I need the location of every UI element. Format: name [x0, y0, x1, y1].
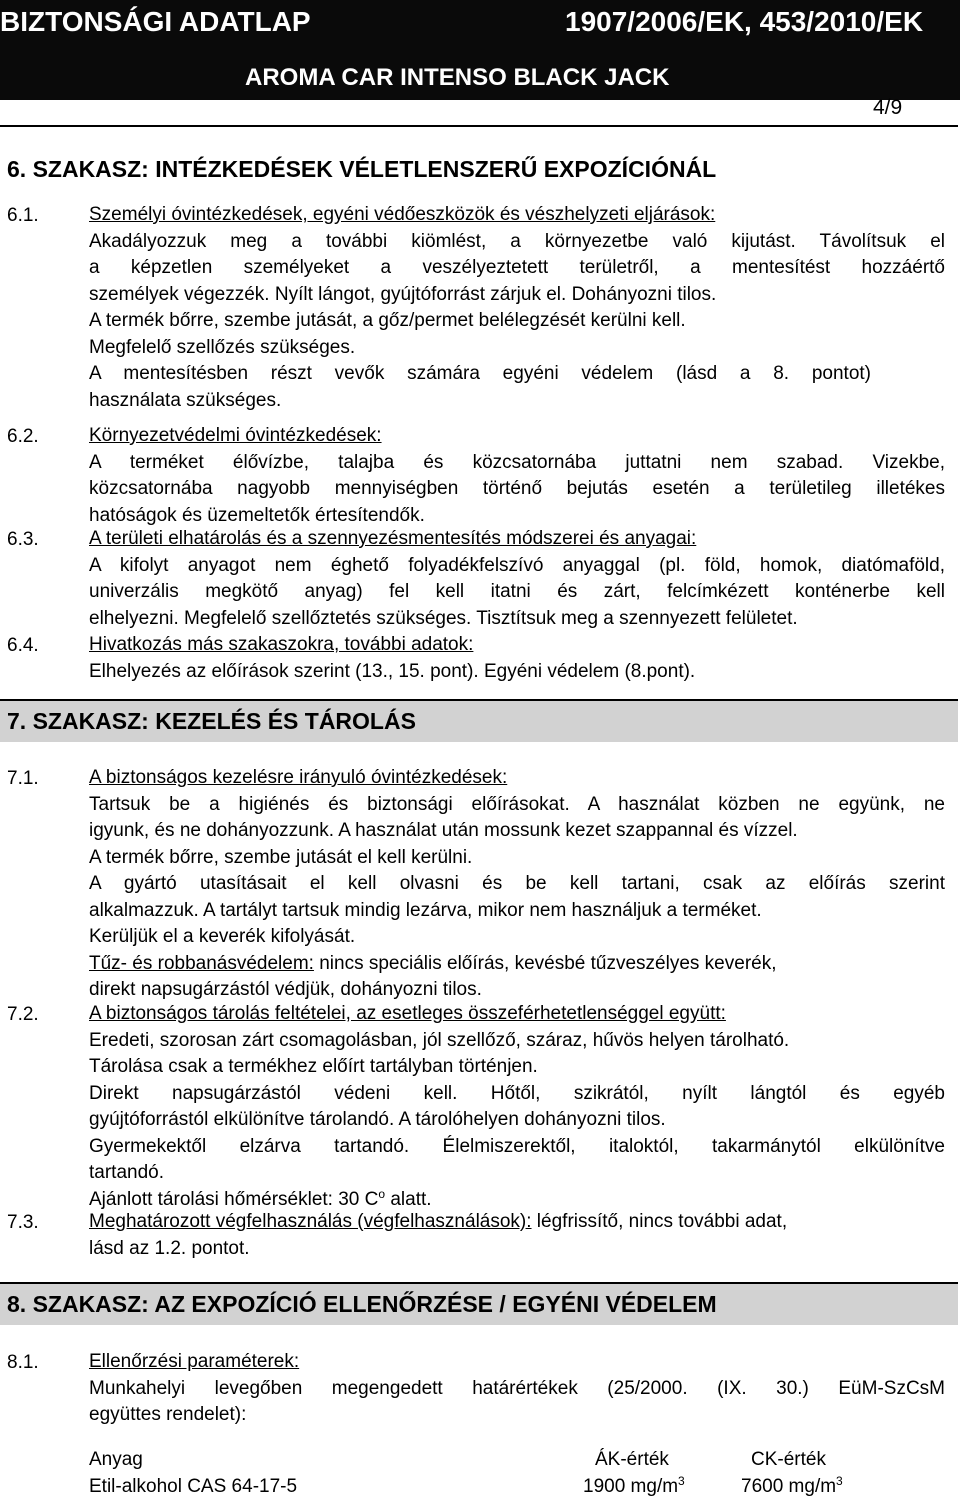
section-7-2-body: [89, 1001, 945, 1213]
text-line: a képzetlen személyeket a veszélyeztetett területről, a mentesítést hozzáértő: [89, 257, 945, 278]
page-number: 4/9: [873, 96, 903, 119]
text-line: Gyermekektől elzárva tartandó. Élelmiszerektől, italoktól, takarmánytól elkülönítve: [89, 1135, 945, 1157]
text-line: igyunk, és ne dohányozzunk. A használat után mossunk kezet szappannal és vízzel.: [89, 820, 798, 841]
section-6-1-body: [89, 202, 945, 414]
table-cell-substance: Etil-alkohol CAS 64-17-5: [89, 1476, 298, 1497]
section-6-2-body: [89, 423, 945, 529]
section-7-title: 7. SZAKASZ: KEZELÉS ÉS TÁROLÁS: [7, 708, 416, 734]
text-line: Megfelelő szellőzés szükséges.: [89, 336, 356, 358]
section-7-2-heading: A biztonságos tárolás feltételei, az esetleges összeférhetetlenséggel együtt:: [89, 1003, 726, 1024]
text-line: Tárolása csak a termékhez előírt tartályban történjen.: [89, 1056, 538, 1077]
text-line: lásd az 1.2. pontot.: [89, 1237, 250, 1259]
section-7-1-heading: A biztonságos kezelésre irányuló óvintézkedések:: [89, 767, 508, 788]
table-header-substance: Anyag: [89, 1449, 143, 1470]
section-7-2-number: 7.2.: [7, 1004, 39, 1025]
text-line: A kifolyt anyagot nem éghető folyadékfelszívó anyaggal (pl. föld, homok, diatómaföld,: [89, 554, 945, 576]
document-title: BIZTONSÁGI ADATLAP: [0, 6, 311, 37]
section-7-3-heading: Meghatározott végfelhasználás (végfelhasználások):: [89, 1211, 532, 1232]
text-line: A gyártó utasításait el kell olvasni és be kell tartani, csak az előírás szerint: [89, 873, 945, 894]
text-line: A termék bőrre, szembe jutását el kell kerülni.: [89, 846, 473, 868]
text-line: Direkt napsugárzástól védeni kell. Hőtől, szikrától, nyílt lángtól és egyéb: [89, 1082, 945, 1104]
section-7-3-body: [89, 1209, 945, 1262]
text-line: Kerüljük el a keverék kifolyását.: [89, 926, 356, 947]
text-line: tartandó.: [89, 1162, 164, 1183]
text-line: alkalmazzuk. A tartályt tartsuk mindig lezárva, mikor nem használjuk a terméket.: [89, 899, 762, 921]
section-7-3-number: 7.3.: [7, 1212, 39, 1233]
section-6-3-number: 6.3.: [7, 529, 39, 550]
text-line: A mentesítésben részt vevők számára egyéni védelem (lásd a 8. pontot): [89, 363, 871, 384]
text-line: Elhelyezés az előírások szerint (13., 15. pont). Egyéni védelem (8.pont).: [89, 660, 696, 682]
section-6-2-number: 6.2.: [7, 426, 39, 447]
regulation-reference: 1907/2006/EK, 453/2010/EK: [565, 6, 924, 37]
section-6-1-heading: Személyi óvintézkedések, egyéni védőeszközök és vészhelyzeti eljárások:: [89, 204, 716, 225]
text-line: Eredeti, szorosan zárt csomagolásban, jól szellőző, száraz, hűvös helyen tárolható.: [89, 1029, 790, 1051]
text-line: Munkahelyi levegőben megengedett határértékek (25/2000. (IX. 30.) EüM-SzCsM: [89, 1377, 945, 1399]
text-line: hatóságok és üzemeltetők értesítendők.: [89, 504, 425, 526]
header-divider: [0, 125, 958, 127]
text-line: elhelyezni. Megfelelő szellőztetés szükséges. Tisztítsuk meg a szennyezett felületet.: [89, 607, 798, 629]
section-8-1-body: [89, 1349, 945, 1429]
section-7-3-line: [89, 1209, 945, 1236]
section-6-4-heading: Hivatkozás más szakaszokra, további adatok:: [89, 634, 474, 655]
text-line: A termék bőrre, szembe jutását, a gőz/permet belélegzését kerülni kell.: [89, 310, 686, 331]
section-6-1-number: 6.1.: [7, 205, 39, 226]
section-6-4-body: [89, 632, 945, 685]
table-header-ak: ÁK-érték: [595, 1449, 669, 1470]
section-7-3-text: légfrissítő, nincs további adat,: [531, 1211, 788, 1232]
table-header-ck: CK-érték: [751, 1449, 826, 1470]
text-line: univerzális megkötő anyag) fel kell itatni és zárt, felcímkézett konténerbe kell: [89, 581, 945, 602]
section-6-title: 6. SZAKASZ: INTÉZKEDÉSEK VÉLETLENSZERŰ EXPOZÍCIÓNÁL: [7, 156, 717, 182]
section-8-title: 8. SZAKASZ: AZ EXPOZÍCIÓ ELLENŐRZÉSE / EGYÉNI VÉDELEM: [7, 1291, 717, 1317]
section-6-4-number: 6.4.: [7, 635, 39, 656]
text-line: együttes rendelet):: [89, 1404, 247, 1425]
ck-value: 7600 mg/m: [741, 1476, 837, 1497]
degree-mark: o: [378, 1186, 386, 1201]
fire-protection-line: [89, 951, 945, 978]
section-7-1-body: [89, 765, 945, 1004]
text-line: gyújtóforrástól elkülönítve tárolandó. A tárolóhelyen dohányozni tilos.: [89, 1109, 666, 1130]
text-line: Akadályozzuk meg a további kiömlést, a környezetbe való kijutást. Távolítsuk el: [89, 230, 945, 252]
section-6-3-heading: A területi elhatárolás és a szennyezésmentesítés módszerei és anyagai:: [89, 528, 697, 549]
ck-unit-exponent: 3: [836, 1474, 843, 1488]
storage-temperature-suffix: alatt.: [385, 1188, 432, 1210]
section-8-1-heading: Ellenőrzési paraméterek:: [89, 1351, 300, 1372]
text-line: Tartsuk be a higiénés és biztonsági előírásokat. A használat közben ne együnk, ne: [89, 793, 945, 815]
section-7-1-number: 7.1.: [7, 768, 39, 789]
table-cell-ak: [583, 1476, 685, 1498]
section-6-3-body: [89, 526, 945, 632]
ak-unit-exponent: 3: [678, 1474, 685, 1488]
ak-value: 1900 mg/m: [583, 1476, 679, 1497]
section-6-2-heading: Környezetvédelmi óvintézkedések:: [89, 425, 382, 446]
header-band: [0, 0, 960, 100]
storage-temperature-text: Ajánlott tárolási hőmérséklet: 30 C: [89, 1188, 379, 1210]
text-line: direkt napsugárzástól védjük, dohányozni tilos.: [89, 979, 482, 1000]
text-line: A terméket élővízbe, talajba és közcsatornába juttatni nem szabad. Vizekbe,: [89, 451, 945, 473]
text-line: közcsatornába nagyobb mennyiségben történő bejutás esetén a területileg illetékes: [89, 478, 945, 499]
fire-protection-text: nincs speciális előírás, kevésbé tűzveszélyes keverék,: [313, 952, 777, 974]
product-name: AROMA CAR INTENSO BLACK JACK: [245, 64, 670, 91]
text-line: használata szükséges.: [89, 389, 282, 411]
fire-protection-label: Tűz- és robbanásvédelem:: [89, 952, 314, 974]
section-8-1-number: 8.1.: [7, 1352, 39, 1373]
table-cell-ck: [741, 1476, 843, 1498]
text-line: személyek végezzék. Nyílt lángot, gyújtóforrást zárjuk el. Dohányozni tilos.: [89, 283, 717, 305]
